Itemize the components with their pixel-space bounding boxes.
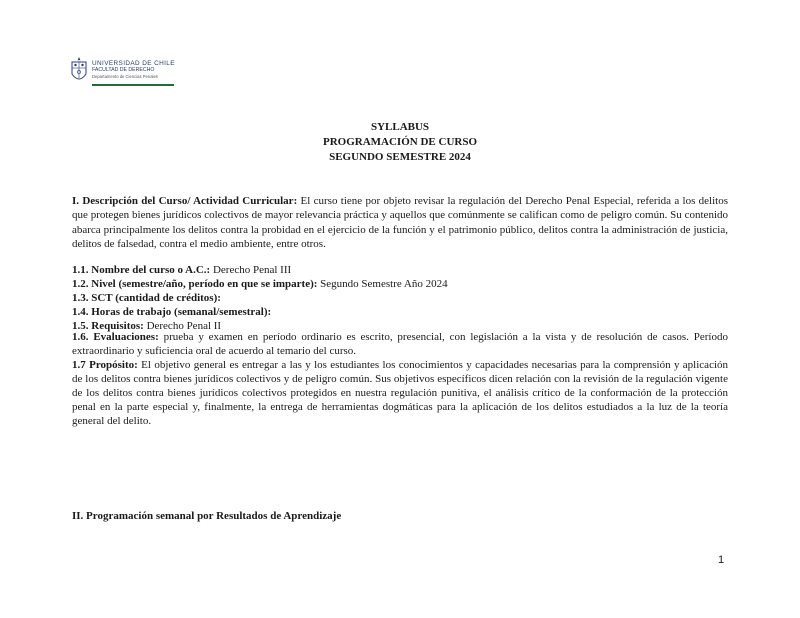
header-semester: SEGUNDO SEMESTRE 2024 — [329, 151, 471, 163]
field-level — [72, 277, 448, 291]
logo-department-name: Departamento de Ciencias Penales — [92, 73, 158, 79]
field-sct-label: 1.3. SCT (cantidad de créditos): — [72, 292, 221, 304]
logo-divider — [92, 84, 174, 86]
logo-faculty-name: FACULTAD DE DERECHO — [92, 67, 155, 74]
field-level-value: Segundo Semestre Año 2024 — [317, 278, 448, 290]
field-work-hours-label: 1.4. Horas de trabajo (semanal/semestral): — [72, 306, 272, 318]
field-requirements-label: 1.5. Requisitos: — [72, 320, 144, 332]
field-course-name-label: 1.1. Nombre del curso o A.C.: — [72, 264, 211, 276]
field-course-name-value: Derecho Penal III — [210, 264, 292, 276]
logo-text — [92, 61, 175, 79]
coat-of-arms-icon — [70, 56, 88, 86]
field-purpose — [72, 358, 728, 428]
section-weekly-programming-heading — [72, 509, 341, 523]
header-syllabus: SYLLABUS — [370, 121, 430, 133]
field-purpose-value: El objetivo general es entregar a las y los estudiantes los conocimientos y capacidades necesarias para la comprensión y aplicación de los delitos contra bienes jurídicos colectivos y de peligro común. Sus objetivos específicos dicen relación con la revisión de la regulación vigente de los delitos contra bienes jurídicos colectivos protegidos en nuestra regulación punitiva, el análisis crítico de la conformación de la protección penal en la parte especial y, finalmente, la entrega de herramientas dogmáticas para la aplicación de los delitos estudiados a la luz de la teoría general del delito. — [72, 359, 729, 427]
field-evaluations-value: prueba y examen en período ordinario es escrito, presencial, con legislación a la vista y de resolución de casos. Período extraordinario y suficiencia oral de acuerdo al temario del curso. — [72, 331, 728, 357]
field-level-label: 1.2. Nivel (semestre/año, período en que se imparte): — [72, 278, 318, 290]
course-description-heading: I. Descripción del Curso/ Actividad Curricular: — [72, 195, 298, 207]
field-purpose-label: 1.7 Propósito: — [72, 359, 138, 371]
field-requirements-value: Derecho Penal II — [143, 320, 222, 332]
field-evaluations-label: 1.6. Evaluaciones: — [72, 331, 159, 343]
field-sct — [72, 291, 221, 305]
field-course-name — [72, 263, 291, 277]
section-weekly-programming-title: II. Programación semanal por Resultados de Aprendizaje — [72, 510, 342, 522]
logo-university-name: UNIVERSIDAD DE CHILE — [92, 60, 175, 67]
header-program: PROGRAMACIÓN DE CURSO — [323, 136, 477, 148]
field-evaluations — [72, 330, 728, 358]
university-logo — [70, 56, 180, 90]
course-description-text: El curso tiene por objeto revisar la regulación del Derecho Penal Especial, referida a los delitos que protegen bienes jurídicos colectivos de mayor relevancia práctica y aquellos que comúnmente se califican como de peligro común. Su contenido abarca principalmente los delitos contra la probidad en el ejercicio de la función y el patrimonio público, delitos contra la administración de justicia, delitos de falsedad, contra el medio ambiente, entre otros. — [72, 195, 728, 251]
course-description-paragraph — [72, 194, 728, 252]
page-number: 1 — [718, 554, 725, 566]
field-work-hours — [72, 305, 271, 319]
